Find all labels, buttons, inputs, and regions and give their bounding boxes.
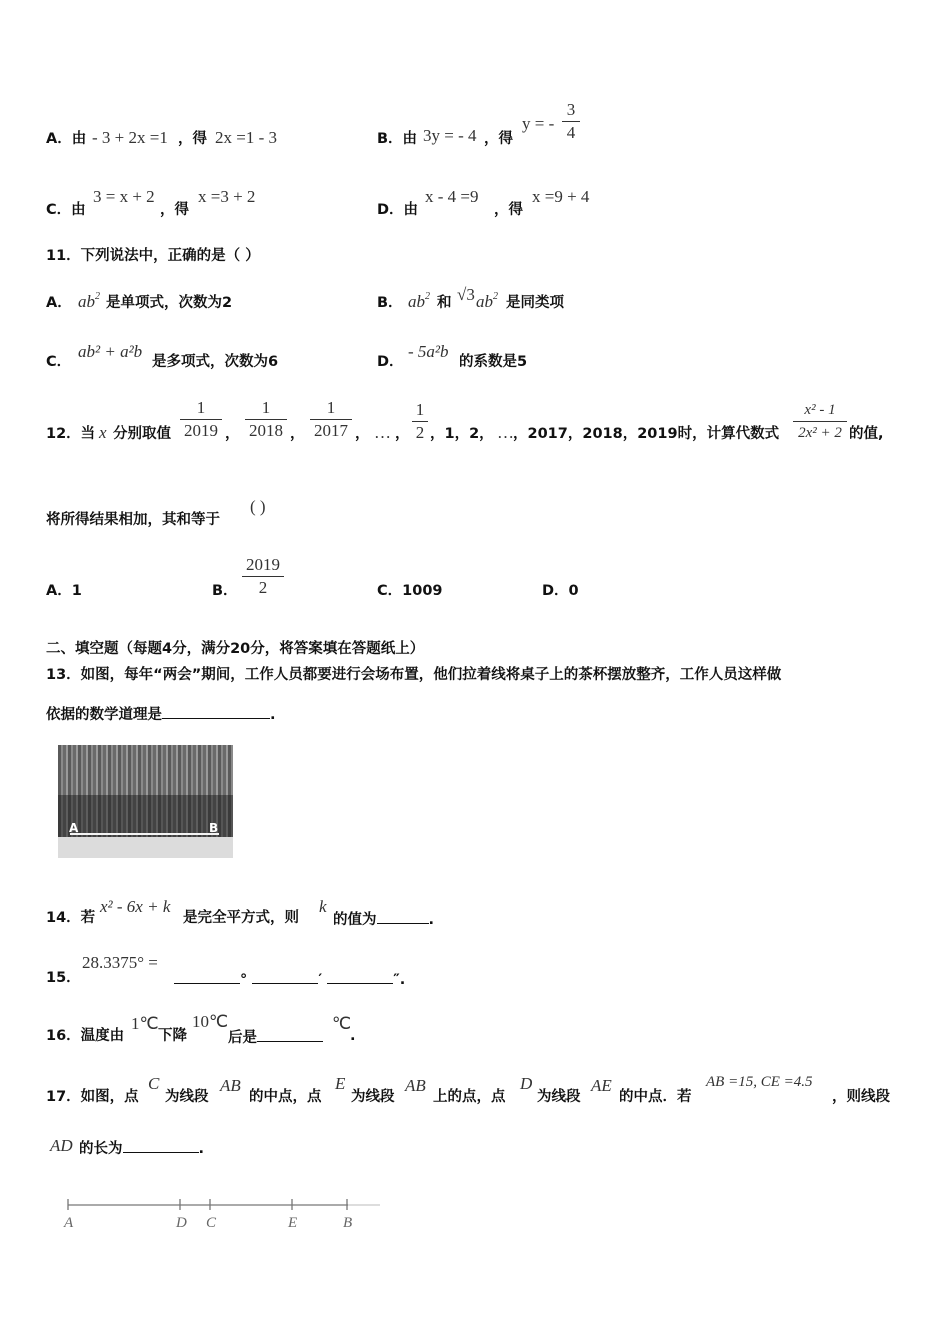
- q12-sep-2: ，: [290, 426, 305, 442]
- q12-option-d: D．0: [542, 583, 579, 599]
- q12-sep-1: ，: [225, 426, 240, 442]
- q12-stem-start: 12．当: [46, 426, 96, 442]
- q10-option-c-comma: ，得: [160, 202, 189, 218]
- q11-option-c-expr: ab² + a²b: [78, 342, 143, 361]
- q10-option-a-expr2: 2x =1 - 3: [215, 128, 277, 147]
- photo-label-b: B: [209, 821, 219, 835]
- q10-option-a-comma: ，得: [178, 131, 207, 147]
- segment-label-c: C: [206, 1215, 217, 1231]
- fraction-numerator: 1: [196, 398, 206, 417]
- q11-option-c-text: 是多项式，次数为6: [152, 354, 279, 370]
- q10-option-d-expr1: x - 4 =9: [425, 187, 479, 206]
- q17-point-d: D: [520, 1074, 533, 1093]
- q10-option-d-expr2: x =9 + 4: [532, 187, 590, 206]
- fraction-denominator: 2: [415, 423, 425, 442]
- q14-start: 14．若: [46, 910, 96, 926]
- q16-mid: 下降: [158, 1028, 187, 1044]
- q11-option-b-text: 是同类项: [506, 295, 564, 311]
- fraction-denominator: 2017: [314, 421, 348, 440]
- q16-after: 后是: [228, 1027, 323, 1047]
- segment-label-b: B: [343, 1215, 353, 1231]
- q12-list-2: ，2017，2018，2019时，计算代数式: [513, 426, 780, 442]
- q17-t1: 为线段: [165, 1089, 209, 1105]
- q15-label: 15．: [46, 970, 81, 986]
- q12-stem-end: 的值,: [849, 426, 884, 442]
- q10-option-d-comma: ，得: [494, 202, 523, 218]
- q15-expr: 28.3375° =: [82, 953, 158, 972]
- q17-t2: 的中点，点: [249, 1089, 322, 1105]
- segment-label-d: D: [176, 1215, 187, 1231]
- q14-var-k: k: [319, 897, 327, 916]
- q16-unit: ℃: [332, 1014, 352, 1033]
- q12-stem-mid: 分别取值: [113, 426, 171, 442]
- q11-option-d-label: D．: [377, 354, 404, 370]
- fraction-denominator: 2: [258, 578, 268, 597]
- fraction-denominator: 2018: [249, 421, 283, 440]
- fraction-numerator: 1: [415, 400, 425, 419]
- q16-t2: 10℃: [192, 1012, 229, 1031]
- q12-var-x: x: [99, 423, 107, 442]
- q13-line-1: 13．如图，每年“两会”期间，工作人员都要进行会场布置，他们拉着线将桌子上的茶杯摆放整齐，工作人员这样做: [46, 667, 782, 683]
- q11-option-a-expr: $ab^2$: [78, 291, 100, 311]
- segment-label-e: E: [288, 1215, 298, 1231]
- q10-option-a-label: A．由: [46, 131, 87, 147]
- q10-option-b-label: B．由: [377, 131, 418, 147]
- q11-option-b-and: 和: [437, 295, 452, 311]
- q16-end: .: [350, 1028, 356, 1044]
- q12-sep-3: ，: [355, 426, 370, 442]
- q12-option-a: A．1: [46, 583, 82, 599]
- q17-ad: AD: [50, 1136, 73, 1155]
- q11-stem: 11．下列说法中，正确的是（ ）: [46, 248, 260, 264]
- q12-list: ，1，2，: [430, 426, 494, 442]
- q16-t1: 1℃: [131, 1014, 159, 1033]
- q10-option-c-label: C．由: [46, 202, 86, 218]
- q12-line-2: 将所得结果相加，其和等于: [46, 512, 220, 528]
- q17-t7: ，则线段: [832, 1089, 890, 1105]
- q10-option-b-expr1: 3y = - 4: [423, 126, 477, 145]
- q14-expr: x² - 6x + k: [100, 897, 171, 916]
- fraction-numerator: x² - 1: [804, 402, 836, 418]
- q12-sep-4: ，: [395, 426, 410, 442]
- q11-option-b-expr2: $ab^2$: [476, 291, 498, 311]
- section-title: 二、填空题（每题4分，满分20分，将答案填在答题纸上）: [46, 641, 425, 657]
- photo-label-a: A: [69, 821, 79, 835]
- q17-t8: 的长为 .: [79, 1138, 204, 1158]
- q12-option-b-label: B．: [212, 583, 238, 599]
- q17-t3: 为线段: [351, 1089, 395, 1105]
- q10-option-a-expr1: - 3 + 2x =1: [92, 128, 168, 147]
- q10-option-b-expr2: y = -: [522, 114, 555, 133]
- q10-option-c-expr2: x =3 + 2: [198, 187, 256, 206]
- q17-t5: 为线段: [537, 1089, 581, 1105]
- q12-option-c: C．1009: [377, 583, 443, 599]
- fraction-denominator: 4: [566, 123, 576, 142]
- fraction-denominator: 2019: [184, 421, 218, 440]
- q11-option-d-expr: - 5a²b: [408, 342, 449, 361]
- q11-option-b-sqrt: √3: [457, 285, 475, 304]
- q17-ab: AB: [220, 1076, 241, 1095]
- q17-ab-2: AB: [405, 1076, 426, 1095]
- fraction-numerator: 1: [326, 398, 336, 417]
- fraction-numerator: 3: [566, 100, 576, 119]
- q16-start: 16．温度由: [46, 1028, 125, 1044]
- segment-label-a: A: [64, 1215, 74, 1231]
- q12-dots-1: …: [374, 423, 391, 442]
- q17-t6: 的中点．若: [619, 1089, 692, 1105]
- q17-point-e: E: [335, 1074, 346, 1093]
- fraction-numerator: 2019: [246, 555, 280, 574]
- q17-condition: AB =15, CE =4.5: [706, 1074, 813, 1090]
- q10-option-b-comma: ，得: [484, 131, 513, 147]
- q14-end: 的值为 .: [333, 909, 434, 929]
- q13-line-2: 依据的数学道理是 .: [46, 704, 276, 724]
- q11-option-d-text: 的系数是5: [459, 354, 528, 370]
- q14-mid: 是完全平方式，则: [183, 910, 299, 926]
- q11-option-a-label: A．: [46, 295, 72, 311]
- q17-point-c: C: [148, 1074, 160, 1093]
- q17-start: 17．如图，点: [46, 1089, 139, 1105]
- fraction-denominator: 2x² + 2: [798, 425, 842, 441]
- q11-option-a-text: 是单项式，次数为2: [106, 295, 233, 311]
- q11-option-c-label: C．: [46, 354, 72, 370]
- q12-dots-2: …: [497, 423, 514, 442]
- q10-option-d-label: D．由: [377, 202, 419, 218]
- q17-ae: AE: [591, 1076, 612, 1095]
- q11-option-b-label: B．: [377, 295, 403, 311]
- q10-option-c-expr1: 3 = x + 2: [93, 187, 155, 206]
- fraction-numerator: 1: [261, 398, 271, 417]
- q17-t4: 上的点，点: [433, 1089, 506, 1105]
- q15-blanks: ° ′ ″.: [174, 969, 405, 989]
- q12-answer-paren: ( ): [250, 497, 266, 516]
- q11-option-b-expr1: $ab^2$: [408, 291, 430, 311]
